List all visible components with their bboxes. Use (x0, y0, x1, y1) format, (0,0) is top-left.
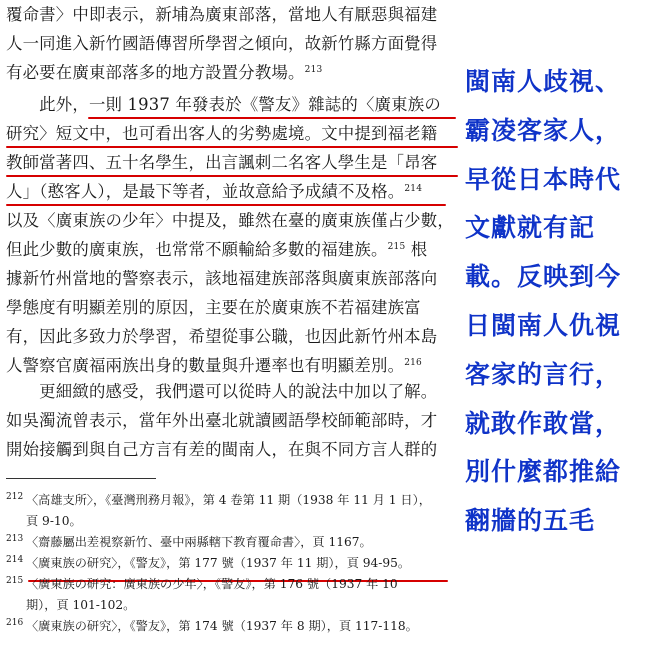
footnote-ref-216: 216 (404, 358, 422, 368)
red-underline (6, 204, 446, 206)
text-line: 開始接觸到與自己方言有差的閩南人，在與不同方言人群的 (6, 440, 438, 459)
footnote-ref-213: 213 (304, 65, 323, 75)
red-underline (88, 117, 456, 119)
text-line: 如吳濁流曾表示，當年外出臺北就讀國語學校師範部時，才 (6, 411, 438, 430)
text-line: 以及〈廣東族の少年〉中提及，雖然在臺的廣東族僅占少數， (6, 211, 454, 230)
footnote-214: 214 〈廣東族の研究〉，《警友》，第 177 號（1937 年 11 期），頁 94-95。 (6, 555, 411, 570)
text-line (6, 177, 458, 206)
blue-commentary (465, 58, 655, 546)
footnote-divider (6, 478, 156, 479)
footnote-ref-215: 215 (387, 242, 406, 252)
commentary-line: 別什麼都推給 (465, 457, 622, 487)
red-underline (6, 175, 458, 177)
commentary-line: 閩南人歧視、 (465, 67, 622, 96)
text-line: 研究〉短文中，也可看出客人的劣勢處境。文中提到福老籍 (6, 124, 438, 143)
text-line (6, 58, 458, 87)
commentary-line: 文獻就有記 (465, 213, 596, 243)
commentary-line: 霸凌客家人， (465, 115, 622, 145)
text-line (6, 235, 458, 264)
footnote-213: 213 〈齋藤屬出差視察新竹、臺中兩縣轄下教育覆命書〉，頁 1167。 (6, 534, 372, 549)
paragraph-2 (6, 90, 458, 380)
commentary-line: 翻牆的五毛 (465, 506, 596, 536)
footnote-215: 215 〈廣東族の研究：廣東族の少年〉，《警友》，第 176 號（1937 年 10 (6, 576, 398, 591)
commentary-line: 載。反映到今 (465, 262, 622, 292)
commentary-line: 早從日本時代 (465, 164, 622, 194)
commentary-line: 日閩南人仇視 (465, 310, 622, 340)
footnote-212: 212 〈高雄支所〉，《臺灣刑務月報》，第 4 卷第 11 期（1938 年 11 月 1 日）， (6, 492, 431, 507)
footnote-212-cont: 頁 9-10。 (26, 514, 82, 528)
text-line-content: 有必要在廣東部落多的地方設置分教場。 (6, 63, 305, 82)
text-line: 此外，一則 1937 年發表於《警友》雜誌的〈廣東族の (6, 95, 441, 114)
text-line: 有，因此多致力於學習，希望從事公職，也因此新竹州本島 (6, 327, 438, 346)
footnotes (6, 490, 458, 637)
commentary-line: 客家的言行， (465, 359, 622, 389)
red-underline (6, 146, 458, 148)
paragraph-1 (6, 0, 458, 87)
text-line: 人一同進入新竹國語傳習所學習之傾向，故新竹縣方面覺得 (6, 34, 438, 53)
text-line: 更細緻的感受，我們還可以從時人的說法中加以了解。 (6, 382, 438, 401)
footnote-215-cont: 期），頁 101-102。 (26, 598, 136, 612)
footnote-216: 216 〈廣東族の研究〉，《警友》，第 174 號（1937 年 8 期），頁 117-118。 (6, 618, 418, 633)
text-line-content: 人警察官廣福兩族出身的數量與升遷率也有明顯差別。 (6, 356, 405, 375)
text-line: 據新竹州當地的警察表示，該地福建族部落與廣東族部落向 (6, 269, 438, 288)
paragraph-3 (6, 377, 458, 464)
text-line: 教師當著四、五十名學生，出言諷刺二名客人學生是「昂客 (6, 153, 438, 172)
text-line-tail: 根 (405, 240, 428, 259)
text-line-content: 人」（憨客人），是最下等者，並故意給予成績不及格。 (6, 182, 405, 201)
text-line (6, 351, 458, 380)
footnote-ref-214: 214 (404, 184, 423, 194)
text-line-content: 但此少數的廣東族，也常常不願輸給多數的福建族。 (6, 240, 388, 259)
commentary-line: 就敢作敢當， (465, 408, 622, 438)
text-line: 覆命書〉中即表示，新埔為廣東部落，當地人有厭惡與福建 (6, 5, 438, 24)
text-line: 學態度有明顯差別的原因，主要在於廣東族不若福建族富 (6, 298, 421, 317)
